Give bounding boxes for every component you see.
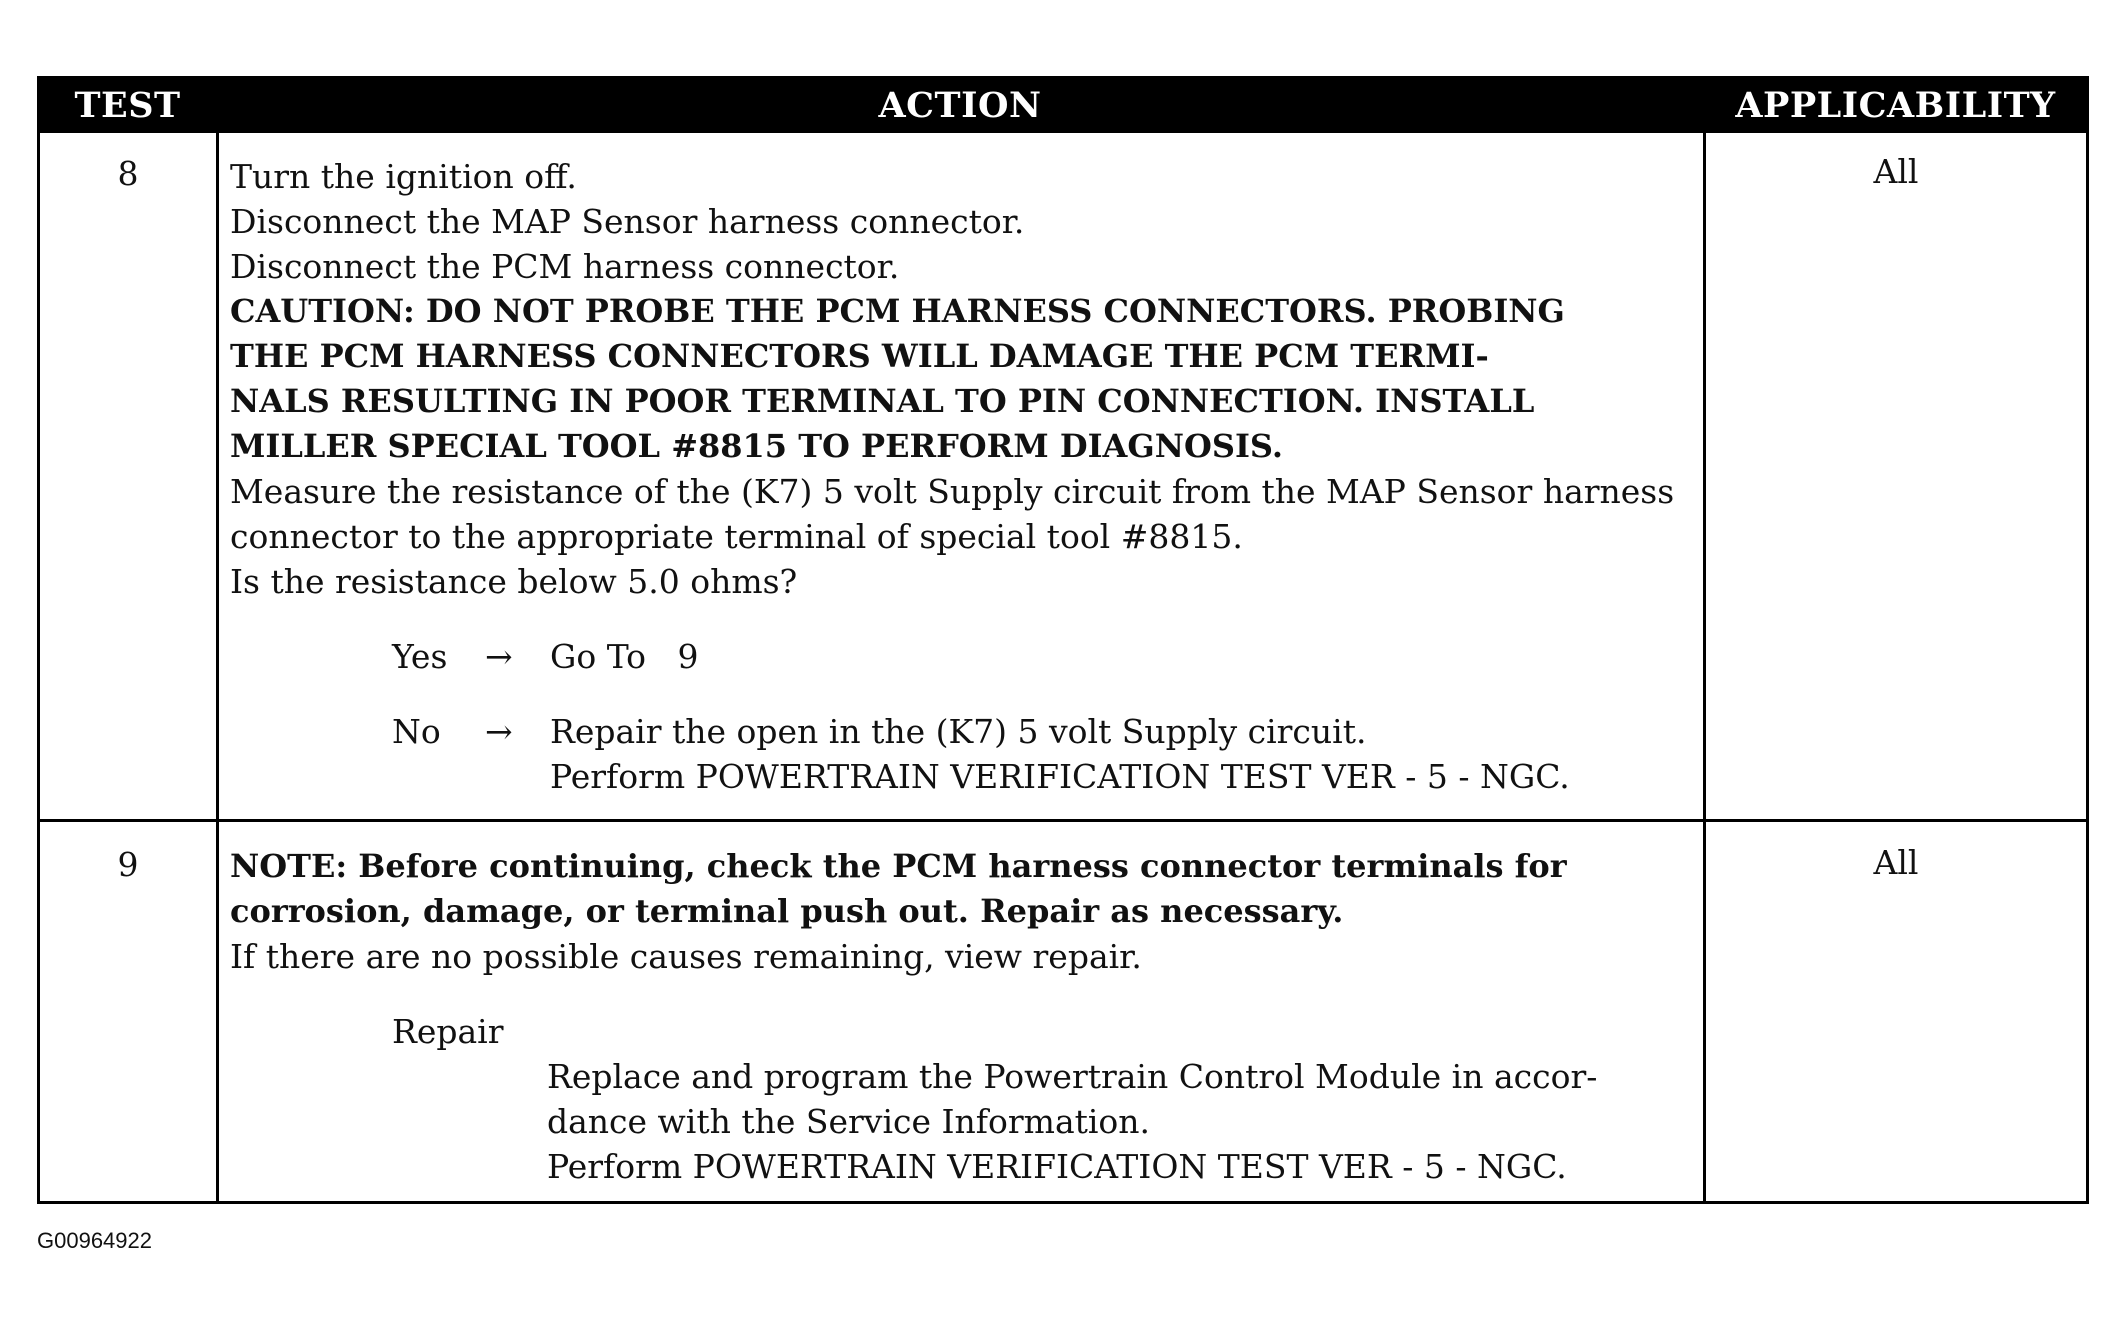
diagnostic-table — [37, 76, 2089, 1204]
no-branch-continued — [230, 754, 1692, 799]
caution-line: CAUTION: DO NOT PROBE THE PCM HARNESS CONNECTORS. PROBING — [230, 292, 1565, 330]
repair-line: dance with the Service Information. — [547, 1102, 1151, 1141]
figure-code: G00964922 — [37, 1228, 152, 1253]
row-divider — [40, 819, 216, 822]
note-line: NOTE: Before continuing, check the PCM harness connector terminals for — [230, 847, 1567, 885]
note-line: corrosion, damage, or terminal push out. Repair as necessary. — [230, 892, 1344, 930]
yes-branch — [230, 634, 1692, 679]
repair-instructions — [230, 1054, 1692, 1189]
arrow-right-icon: → — [485, 637, 513, 676]
test-number: 8 — [117, 154, 139, 193]
measure-line: connector to the appropriate terminal of special tool #8815. — [230, 517, 1243, 556]
caution-line: THE PCM HARNESS CONNECTORS WILL DAMAGE THE PCM TERMI- — [230, 337, 1489, 375]
test-number: 9 — [117, 845, 139, 884]
measure-line: Measure the resistance of the (K7) 5 volt Supply circuit from the MAP Sensor harness — [230, 472, 1675, 511]
header-applicability: APPLICABILITY — [1735, 85, 2056, 126]
caution-line: MILLER SPECIAL TOOL #8815 TO PERFORM DIAGNOSIS. — [230, 427, 1284, 465]
applicability-value: All — [1873, 152, 1919, 191]
verification-line: Perform POWERTRAIN VERIFICATION TEST VER - 5 - NGC. — [550, 757, 1570, 796]
step-line: Disconnect the PCM harness connector. — [230, 247, 900, 286]
test-9-action — [230, 844, 1692, 1189]
yes-label: Yes — [392, 637, 448, 676]
no-branch — [230, 709, 1692, 754]
question-line: Is the resistance below 5.0 ohms? — [230, 562, 798, 601]
yes-target: Go To 9 — [550, 637, 699, 676]
column-divider — [1703, 133, 1706, 1201]
row-divider — [216, 819, 2086, 822]
verification-line: Perform POWERTRAIN VERIFICATION TEST VER - 5 - NGC. — [547, 1147, 1567, 1186]
no-target: Repair the open in the (K7) 5 volt Supply circuit. — [550, 712, 1367, 751]
step-line: Disconnect the MAP Sensor harness connector. — [230, 202, 1025, 241]
header-test: TEST — [74, 85, 181, 126]
applicability-value: All — [1873, 843, 1919, 882]
repair-branch — [230, 1009, 1692, 1054]
no-label: No — [392, 712, 441, 751]
repair-line: Replace and program the Powertrain Control Module in accor- — [547, 1057, 1598, 1096]
column-divider — [216, 133, 219, 1201]
if-line: If there are no possible causes remaining, view repair. — [230, 937, 1142, 976]
repair-label: Repair — [392, 1012, 504, 1051]
caution-line: NALS RESULTING IN POOR TERMINAL TO PIN CONNECTION. INSTALL — [230, 382, 1535, 420]
test-8-action — [230, 154, 1692, 799]
header-action: ACTION — [878, 85, 1042, 126]
table-header — [40, 79, 2086, 133]
arrow-right-icon: → — [485, 712, 513, 751]
step-line: Turn the ignition off. — [230, 157, 577, 196]
